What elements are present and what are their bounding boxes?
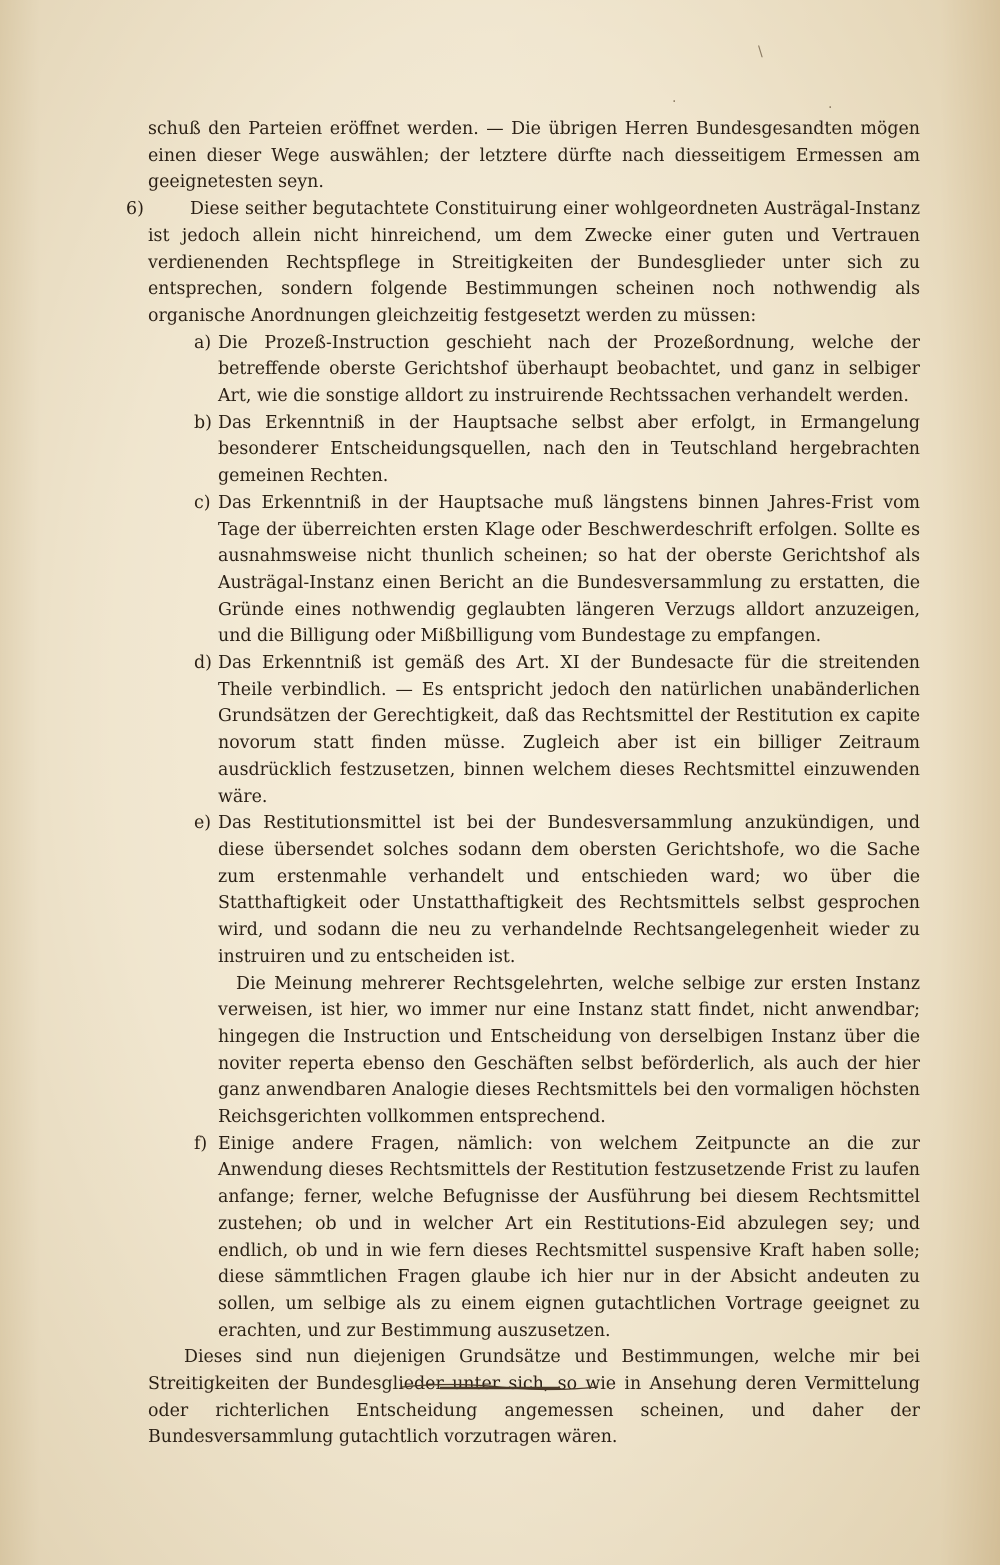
closing-paragraph: Dieses sind nun diejenigen Grundsätze und Bestimmungen, welche mir bei Streitigkeiten der Bundesglieder unter sich, so wie in Ansehung deren Vermittelung oder richterlichen Entscheidung angemessen scheinen, und daher der Bundesversammlung gutachtlich vorzutragen wären. — [148, 1347, 920, 1448]
item-text: Das Erkenntniß ist gemäß des Art. XI der Bundesacte für die streitenden Theile verbindlich. — Es entspricht jedoch den natürlichen unabänderlichen Grundsätzen der Gerechtigkeit, daß das Rechtsmittel der Restitution ex capite novorum statt finden müsse. Zugleich aber ist ein billiger Zeitraum ausdrücklich festzusetzen, binnen welchem dieses Rechtsmittel einzuwenden wäre. — [218, 653, 920, 807]
item-a — [148, 330, 920, 410]
item-label: d) — [194, 653, 212, 674]
item-label: b) — [194, 412, 212, 433]
item-label: e) — [194, 813, 212, 834]
page-speck: \ — [758, 44, 763, 60]
item-e-continuation: Die Meinung mehrerer Rechtsgelehrten, welche selbige zur ersten Instanz verweisen, ist hier, wo immer nur eine Instanz statt findet, nicht anwendbar; hingegen die Instruction und Entscheidung von derselbigen Instanz über die noviter reperta ebenso den Geschäften selbst beförderlich, als auch der hier ganz anwendbaren Analogie dieses Rechtsmittels bei den vormaligen höchsten Reichsgerichten vollkommen entsprechend. — [218, 973, 920, 1128]
item-b — [148, 410, 920, 490]
item-text: Das Erkenntniß in der Hauptsache selbst aber erfolgt, in Ermangelung besonderer Entscheidungsquellen, nach den in Teutschland hergebrachten gemeinen Rechten. — [218, 412, 920, 487]
item-text: Das Erkenntniß in der Hauptsache muß längstens binnen Jahres-Frist vom Tage der überreichten ersten Klage oder Beschwerdeschrift erfolgen. Sollte es ausnahmsweise nicht thunlich scheinen; so hat der oberste Gerichtshof als Austrägal-Instanz einen Bericht an die Bundesversammlung zu erstatten, die Gründe eines nothwendig geglaubten längeren Verzugs alldort anzuzeigen, und die Billigung oder Mißbilligung vom Bundestage zu empfangen. — [218, 492, 920, 647]
item-label: a) — [194, 332, 212, 353]
page-speck: · — [672, 94, 677, 110]
item-text: Einige andere Fragen, nämlich: von welchem Zeitpuncte an die zur Anwendung dieses Rechtsmittels der Restitution festzusetzende Frist zu laufen anfange; ferner, welche Befugnisse der Ausführung bei diesem Rechtsmittel zustehen; ob und in welcher Art ein Restitutions-Eid abzulegen sey; und endlich, ob und in wie fern dieses Rechtsmittel suspensive Kraft haben solle; diese sämmtlichen Fragen glaube ich hier nur in der Absicht andeuten zu sollen, um selbige als zu einem eignen gutachtlichen Vortrage geeignet zu erachten, und zur Bestimmung auszusetzen. — [218, 1133, 920, 1341]
item-d — [148, 650, 920, 810]
item-e — [148, 810, 920, 970]
item-text: Das Restitutionsmittel ist bei der Bundesversammlung anzukündigen, und diese übersendet solches sodann dem obersten Gerichtshofe, wo die Sache zum erstenmahle verhandelt und entschieden ward; wo über die Statthaftigkeit oder Unstatthaftigkeit des Rechtsmittels selbst gesprochen wird, und sodann die neu zu verhandelnde Rechtsangelegenheit wieder zu instruiren und zu entscheiden ist. — [218, 813, 920, 967]
item-label: 6) — [126, 199, 144, 220]
paragraph-continued: schuß den Parteien eröffnet werden. — Die übrigen Herren Bundesgesandten mögen einen dieser Wege auswählen; der letztere dürfte nach diesseitigem Ermessen am geeignetesten seyn. — [148, 119, 920, 193]
closing-ornament-rule — [400, 1380, 600, 1394]
item-label: c) — [194, 492, 211, 513]
paragraph-text: Diese seither begutachtete Constituirung einer wohlgeordneten Austrägal-Instanz ist jedoch allein nicht hinreichend, um dem Zwecke einer guten und Vertrauen verdienenden Rechtspflege in Streitigkeiten der Bundesglieder unter sich zu entsprechen, sondern folgende Bestimmungen scheinen noch nothwendig als organische Anordnungen gleichzeitig festgesetzt werden zu müssen: — [148, 199, 920, 326]
item-text: Die Prozeß-Instruction geschieht nach der Prozeßordnung, welche der betreffende oberste Gerichtshof überhaupt beobachtet, und ganz in selbiger Art, wie die sonstige alldort zu instruirende Rechtssachen verhandelt werden. — [218, 332, 920, 407]
item-label: f) — [194, 1133, 208, 1154]
item-f — [148, 1131, 920, 1345]
item-c — [148, 490, 920, 650]
paragraph-6 — [126, 196, 920, 330]
document-body — [126, 116, 920, 1451]
page-speck: · — [828, 100, 833, 116]
